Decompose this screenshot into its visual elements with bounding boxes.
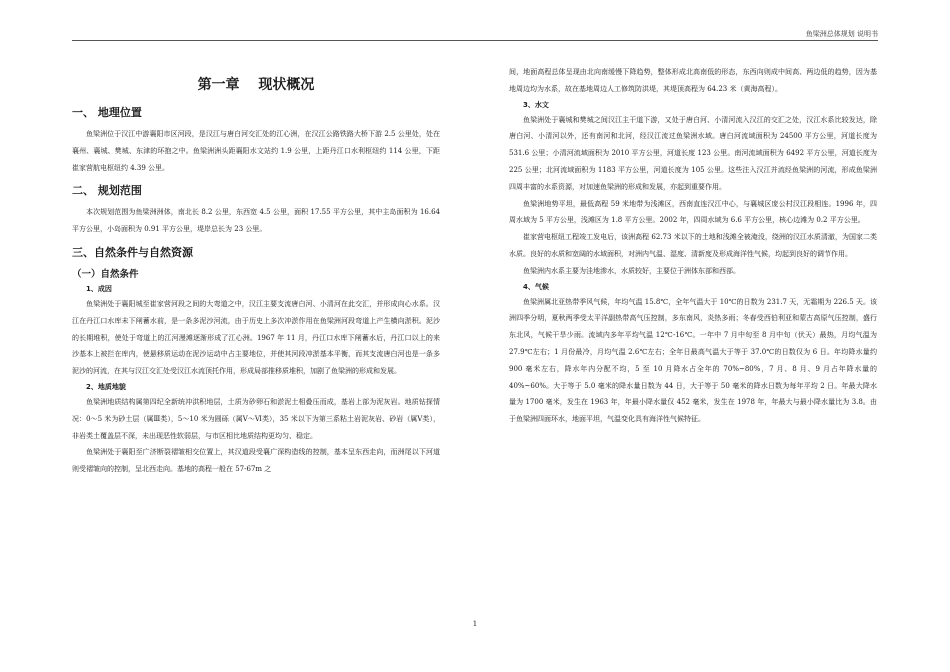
chapter-title: 第一章 现状概况	[197, 77, 315, 93]
paragraph-location: 鱼梁洲位于汉江中游襄阳市区河段，是汉江与唐白河交汇处的江心洲，在汉江公路铁路大桥下游 2.5 公里处，处在襄州、襄城、樊城、东津的环抱之中。鱼梁洲洲头距襄阳水文站约 1.9 公里，上距丹江口水利枢纽约 114 公里，下距崔家营航电枢纽约 4.39 公里。	[72, 130, 440, 172]
page-number: 1	[472, 620, 478, 628]
running-header: 鱼梁洲总体规划 说明书	[805, 30, 878, 38]
section-heading-location: 一、 地理位置	[72, 106, 142, 119]
paragraph-hydrology-3: 崔家营电枢纽工程竣工发电后，该洲高程 62.73 米以下的土地和浅滩全被淹没，绕洲的汉江水质清澈，为国家二类水质。良好的水质和宽阔的水域面积，对洲内气温、湿度、清新度及形成海洋性气候，均起到良好的调节作用。	[509, 233, 877, 258]
paragraph-origin: 鱼梁洲处于襄阳城至崔家营河段之间的大弯道之中，汉江主要支流唐白河、小清河在此交汇，并形成向心水系。汉江在丹江口水库未下闸蓄水前，是一条多泥沙河流，由于历史上多次冲淤作用在鱼梁洲河段弯道上产生横向淤积。泥沙的长期堆积，使处于弯道上的江河漫滩逐渐形成了江心洲。1967 年 11 月，丹江口水库下闸蓄水后，丹江口以上的来沙基本上被拦在库内，使悬移质运动在泥沙运动中占主要地位，并使其河段冲淤基本平衡，而其支流唐白河也是一条多泥沙的河流，在其与汉江交汇处受汉江水流顶托作用，形成局部推移质堆积，加剧了鱼梁洲的形成和发展。	[72, 299, 440, 376]
section-heading-natural: 三、自然条件与自然资源	[72, 245, 193, 259]
paragraph-scope: 本次规划范围为鱼梁洲洲体，南北长 8.2 公里，东西宽 4.5 公里，面积 17.55 平方公里，其中主岛面积为 16.64 平方公里，小岛面积为 0.91 平方公里，堤岸总长为 23 公里。	[72, 208, 440, 234]
subsection-heading-conditions: （一）自然条件	[72, 268, 139, 280]
left-column	[72, 64, 440, 478]
topic-heading-geology: 2、地质地貌	[86, 382, 126, 391]
paragraph-climate: 鱼梁洲属北亚热带季风气候，年均气温 15.8℃，全年气温大于 10℃的日数为 231.7 天，无霜期为 226.5 天。该洲四季分明，夏秋两季受太平洋副热带高气压控制，多东南风，炎热多雨；冬春受西伯利亚和蒙古高原气压控制，盛行东北风，气候干旱少雨。流域内多年平均气温 12℃-16℃。一年中 7 月中旬至 8 月中旬（伏天）最热，月均气温为 27.9℃左右；1 月份最冷，月均气温 2.6℃左右；全年日最高气温大于等于 37.0℃的日数仅为 6 日。年均降水量约 900 毫米左右，降水年内分配不均，5 至 10 月降水占全年的 70%~80%，7 月、8 月、9 月占年降水量的 40%~60%。大于等于 5.0 毫米的降水量日数为 44 日，大于等于 50 毫米的降水日数为每年平均 2 日。年最大降水量为 1700 毫米，发生在 1963 年，年最小降水量仅 452 毫米，发生在 1978 年，年最大与最小降水量比为 3.8。由于鱼梁洲四面环水，地面平坦，气温变化具有海洋性气候特征。	[509, 297, 877, 424]
paragraph-hydrology-1: 鱼梁洲处于襄城和樊城之间汉江主干道下游，又处于唐白河、小清河流入汉江的交汇之处，汉江水系比较发达，除唐白河、小清河以外，还有南河和北河，经汉江流过鱼梁洲水域。唐白河流域面积为 24500 平方公里，河道长度为 531.6 公里；小清河流域面积为 2010 平方公里，河道长度 123 公里。南河流域面积为 6492 平方公里，河道长度为 225 公里；北河流域面积为 1183 平方公里，河道长度为 105 公里。这些注入汉江并流经鱼梁洲的河流，形成鱼梁洲四周丰富的水系资源，对加速鱼梁洲的形成和发展，亦起到重要作用。	[509, 115, 877, 191]
paragraph-hydrology-4: 鱼梁洲内水系主要为洼地渗水，水质较好，主要位于洲体东部和西部。	[523, 266, 740, 275]
topic-heading-climate: 4、气候	[523, 282, 549, 291]
paragraph-geology-2: 鱼梁洲处于襄阳至广济断裂褶皱相交位置上，其汉道段受襄广深构造线的控制，基本呈东西走向，而洲尾以下河道则受褶皱向的控制，呈北西走向。基地的高程一般在 57-67m 之	[72, 448, 440, 474]
header-rule	[72, 40, 878, 41]
paragraph-geology-2-continued: 间，地面高程总体呈现由北向南缓慢下降趋势，整体形成北高南低的形态，东西向则成中间高、两边低的趋势，因为基地周边均为水系，故在基地周边人工修筑防洪堤，其堤顶高程为 64.23 米（黄海高程）。	[509, 68, 877, 93]
paragraph-geology-1: 鱼梁洲地质结构属第四纪全新统冲洪积地层，土质为砂卵石和淤泥土相叠压而成，基岩上部为泥灰岩。地质钻探情况：0～5 米为砂土层（属Ⅲ类），5～10 米为圆砾（属Ⅴ～Ⅵ类），35 米以下为第三系粘土岩泥灰岩、砂岩（属Ⅴ类），非岩类土覆盖层不深，未出现恶性软弱层，与市区相比地质结构更均匀、稳定。	[72, 397, 440, 440]
paragraph-hydrology-2: 鱼梁洲地势平坦，最低高程 59 米地带为浅滩区，西南直连汉江中心，与襄城区庞公村汉江段相连。1996 年，四周水域为 5 平方公里，浅滩区为 1.8 平方公里。2002 年，四周水域为 6.6 平方公里，核心边滩为 0.2 平方公里。	[509, 199, 877, 225]
topic-heading-origin: 1、成因	[86, 284, 112, 293]
right-column	[509, 64, 877, 428]
topic-heading-hydrology: 3、水文	[523, 100, 549, 109]
section-heading-scope: 二、 规划范围	[72, 184, 142, 198]
